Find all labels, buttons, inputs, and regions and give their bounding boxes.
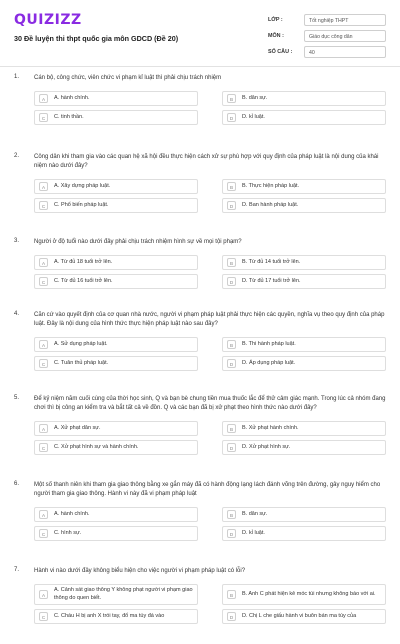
answer-option-c[interactable] <box>34 526 198 541</box>
answer-option-c[interactable] <box>34 110 198 125</box>
meta-value-field: 40 <box>304 46 386 58</box>
answer-option-c[interactable] <box>34 198 198 213</box>
answer-option-b[interactable] <box>222 255 386 270</box>
answer-option-a[interactable] <box>34 91 198 106</box>
answer-text: B. dân sự. <box>242 94 268 101</box>
answer-text: C. tinh thần. <box>54 113 84 120</box>
option-letter-badge: C <box>39 277 48 286</box>
meta-label: LỚP : <box>268 17 283 23</box>
answer-text: D. kỉ luật. <box>242 529 265 536</box>
question-item <box>0 311 400 371</box>
question-text: Một số thanh niên khi tham gia giao thông bằng xe gắn máy đã có hành động lạng lách đánh võng trên đường, gây nguy hiểm cho người tham gia giao thông. Hành vi này đã vi phạm pháp luật <box>34 482 381 497</box>
option-letter-badge: D <box>227 277 236 286</box>
option-letter-badge: B <box>227 510 236 519</box>
option-letter-badge: D <box>227 201 236 210</box>
question-number: 7. <box>14 567 20 573</box>
option-letter-badge: C <box>39 359 48 368</box>
option-letter-badge: C <box>39 612 48 621</box>
answer-text: B. Thi hành pháp luật. <box>242 340 296 347</box>
question-text: Người ở độ tuổi nào dưới đây phải chịu trách nhiệm hình sự về mọi tội phạm? <box>34 239 242 245</box>
question-number: 4. <box>14 311 20 317</box>
answer-text: D. Xử phạt hình sự. <box>242 443 291 450</box>
question-item <box>0 395 400 455</box>
answer-text: D. kỉ luật. <box>242 113 265 120</box>
answer-options <box>34 179 386 213</box>
option-letter-badge: B <box>227 94 236 103</box>
answer-text: A. Xử phạt dân sự. <box>54 424 101 431</box>
option-letter-badge: B <box>227 182 236 191</box>
answer-options <box>34 91 386 125</box>
meta-value-field: Giáo dục công dân <box>304 30 386 42</box>
answer-options <box>34 507 386 541</box>
answer-option-a[interactable] <box>34 421 198 436</box>
question-item <box>0 153 400 213</box>
answer-text: A. Sử dụng pháp luật. <box>54 340 108 347</box>
answer-text: D. Chị L che giấu hành vi buôn bán ma túy của <box>242 612 357 619</box>
option-letter-badge: A <box>39 258 48 267</box>
answer-text: B. Xử phạt hành chính. <box>242 424 299 431</box>
answer-text: A. Từ đủ 18 tuổi trở lên. <box>54 258 113 265</box>
question-number: 3. <box>14 238 20 244</box>
answer-option-d[interactable] <box>222 526 386 541</box>
answer-option-c[interactable] <box>34 440 198 455</box>
answer-options <box>34 584 386 624</box>
option-letter-badge: A <box>39 94 48 103</box>
worksheet-meta <box>268 12 386 60</box>
answer-text: C. Phổ biến pháp luật. <box>54 201 109 208</box>
answer-option-b[interactable] <box>222 421 386 436</box>
answer-text: C. hình sự. <box>54 529 82 536</box>
meta-row-class <box>268 12 386 28</box>
answer-option-d[interactable] <box>222 110 386 125</box>
option-letter-badge: A <box>39 340 48 349</box>
option-letter-badge: C <box>39 529 48 538</box>
option-letter-badge: D <box>227 443 236 452</box>
option-letter-badge: A <box>39 590 48 599</box>
option-letter-badge: A <box>39 182 48 191</box>
option-letter-badge: C <box>39 443 48 452</box>
question-item <box>0 74 400 125</box>
answer-option-a[interactable] <box>34 507 198 522</box>
answer-option-d[interactable] <box>222 609 386 624</box>
answer-option-b[interactable] <box>222 91 386 106</box>
answer-option-b[interactable] <box>222 584 386 605</box>
meta-label: SỐ CÂU : <box>268 49 293 55</box>
meta-label: MÔN : <box>268 33 284 39</box>
answer-option-a[interactable] <box>34 337 198 352</box>
answer-option-a[interactable] <box>34 584 198 605</box>
answer-text: A. Xây dựng pháp luật. <box>54 182 111 189</box>
question-text: Hành vi nào dưới đây không biểu hiện cho việc người vi phạm pháp luật có lỗi? <box>34 568 246 574</box>
option-letter-badge: B <box>227 590 236 599</box>
option-letter-badge: C <box>39 201 48 210</box>
question-text: Để kỷ niệm năm cuối cùng của thời học sinh, Q và bạn bè chung tiền mua thuốc lắc để thử cảm giác mạnh. Trong lúc cả nhóm đang chơi thì bị công an kiểm tra và bắt tất cả về đồn. Q và các bạn đã bị xử phạt theo hình thức nào dưới đây? <box>34 396 386 411</box>
answer-text: B. Anh C phát hiện kẻ móc túi nhưng không báo với ai. <box>242 590 376 597</box>
question-text: Công dân khi tham gia vào các quan hệ xã hội đều thực hiện cách xử sự phù hợp với quy định của pháp luật là nội dung của khái niệm nào dưới đây? <box>34 154 379 169</box>
answer-text: A. hành chính. <box>54 94 90 101</box>
answer-option-c[interactable] <box>34 356 198 371</box>
answer-options <box>34 421 386 455</box>
option-letter-badge: B <box>227 340 236 349</box>
answer-option-a[interactable] <box>34 179 198 194</box>
answer-option-c[interactable] <box>34 609 198 624</box>
answer-text: A. Cảnh sát giao thông Y không phạt người vi phạm giao thông do quen biết. <box>54 587 193 601</box>
answer-option-d[interactable] <box>222 356 386 371</box>
question-number: 2. <box>14 153 20 159</box>
option-letter-badge: C <box>39 113 48 122</box>
answer-text: D. Từ đủ 17 tuổi trở lên. <box>242 277 301 284</box>
answer-text: D. Ban hành pháp luật. <box>242 201 299 208</box>
question-number: 6. <box>14 481 20 487</box>
option-letter-badge: A <box>39 510 48 519</box>
answer-option-b[interactable] <box>222 507 386 522</box>
question-list <box>0 74 400 644</box>
question-text: Cán bộ, công chức, viên chức vi phạm kỉ luật thì phải chịu trách nhiệm <box>34 75 222 81</box>
option-letter-badge: A <box>39 424 48 433</box>
answer-option-a[interactable] <box>34 255 198 270</box>
meta-row-question-count <box>268 44 386 60</box>
answer-option-c[interactable] <box>34 274 198 289</box>
answer-option-b[interactable] <box>222 337 386 352</box>
header-divider <box>0 66 400 67</box>
answer-options <box>34 337 386 371</box>
option-letter-badge: D <box>227 529 236 538</box>
meta-row-subject <box>268 28 386 44</box>
question-text: Căn cứ vào quyết định của cơ quan nhà nước, người vi phạm pháp luật phải thực hiện các quyền, nghĩa vụ theo quy định của pháp luật. Đây là nội dung của hình thức thực hiện pháp luật nào sau đây? <box>34 312 385 327</box>
answer-option-d[interactable] <box>222 274 386 289</box>
option-letter-badge: B <box>227 424 236 433</box>
answer-option-b[interactable] <box>222 179 386 194</box>
answer-text: B. dân sự. <box>242 510 268 517</box>
answer-text: B. Thực hiện pháp luật. <box>242 182 300 189</box>
answer-text: A. hành chính. <box>54 510 90 517</box>
worksheet-title: 30 Đề luyện thi thpt quốc gia môn GDCD (Đề 20) <box>14 34 179 43</box>
answer-text: B. Từ đủ 14 tuổi trở lên. <box>242 258 301 265</box>
question-item <box>0 481 400 541</box>
option-letter-badge: D <box>227 113 236 122</box>
answer-option-d[interactable] <box>222 440 386 455</box>
answer-text: C. Cháu H bị anh X trói tay, đổ ma túy đá vào <box>54 612 165 619</box>
quizizz-logo: QUIZIZZ <box>14 12 82 28</box>
answer-options <box>34 255 386 289</box>
option-letter-badge: D <box>227 359 236 368</box>
question-item <box>0 238 400 289</box>
answer-text: C. Từ đủ 16 tuổi trở lên. <box>54 277 113 284</box>
meta-value-field: Tốt nghiệp THPT <box>304 14 386 26</box>
worksheet-header <box>0 0 400 66</box>
answer-text: C. Xử phạt hình sự và hành chính. <box>54 443 139 450</box>
question-item <box>0 567 400 624</box>
question-number: 5. <box>14 395 20 401</box>
option-letter-badge: B <box>227 258 236 267</box>
answer-text: C. Tuân thủ pháp luật. <box>54 359 109 366</box>
option-letter-badge: D <box>227 612 236 621</box>
question-number: 1. <box>14 74 20 80</box>
answer-text: D. Áp dụng pháp luật. <box>242 359 296 366</box>
answer-option-d[interactable] <box>222 198 386 213</box>
